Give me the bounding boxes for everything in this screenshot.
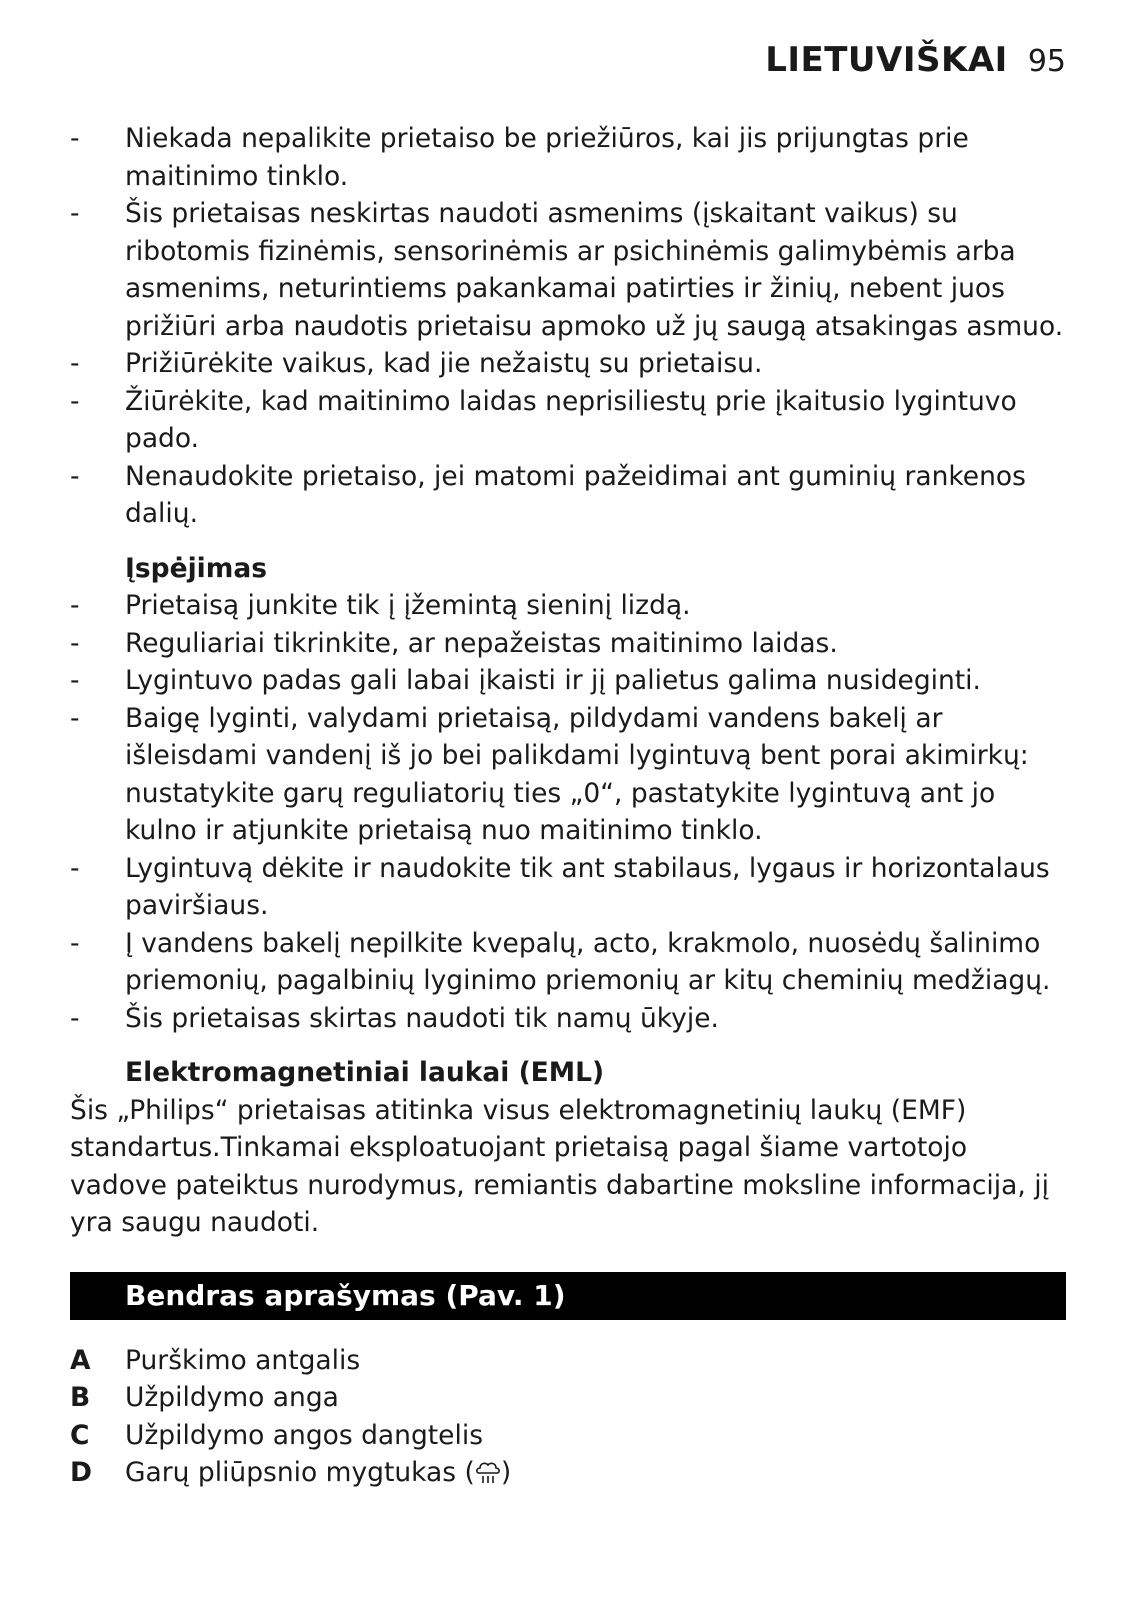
part-letter: D [70,1457,92,1488]
list-item: - Lygintuvo padas gali labai įkaisti ir jį palietus galima nusideginti. [70,665,981,696]
list-item: - Į vandens bakelį nepilkite kvepalų, acto, krakmolo, nuosėdų šalinimo priemonių, pagalbinių lyginimo priemonių ar kitų cheminių medžiagų. [70,927,1051,996]
steam-burst-icon [475,1458,501,1484]
parts-list [70,1342,1066,1492]
part-row [70,1379,1066,1417]
page-header [765,40,1066,80]
emf-heading: Elektromagnetiniai laukai (EML) [125,1057,605,1088]
part-label: Užpildymo anga [125,1382,339,1413]
list-item: - Šis prietaisas neskirtas naudoti asmenims (įskaitant vaikus) su ribotomis fizinėmis, sensorinėmis ar psichinėmis galimybėmis arba asmenims, neturintiems pakankamai patirties ir žinių, nebent juos prižiūri arba naudotis prietaisu apmoko už jų saugą atsakingas asmuo. [70,198,1064,342]
part-letter: A [70,1344,91,1376]
list-item: - Prietaisą junkite tik į įžemintą sieninį lizdą. [70,590,691,621]
part-row [70,1454,1066,1492]
list-item: - Niekada nepalikite prietaiso be priežiūros, kai jis prijungtas prie maitinimo tinklo. [70,123,969,192]
list-item: - Baigę lyginti, valydami prietaisą, pildydami vandens bakelį ar išleisdami vandenį iš jo bei palikdami lygintuvą bent porai akimirkų: nustatykite garų reguliatorių ties „0“, pastatykite lygintuvą ant jo kulno ir atjunkite prietaisą nuo maitinimo tinklo. [70,702,1029,846]
list-item: - Žiūrėkite, kad maitinimo laidas neprisiliestų prie įkaitusio lygintuvo pado. [70,385,1017,454]
part-row [70,1342,1066,1380]
part-row [70,1417,1066,1455]
list-item: - Lygintuvą dėkite ir naudokite tik ant stabilaus, lygaus ir horizontalaus paviršiaus. [70,852,1050,921]
part-letter: B [70,1382,91,1413]
page-content [70,120,1066,1492]
general-description-heading: Bendras aprašymas (Pav. 1) [70,1272,1066,1320]
part-label: Užpildymo angos dangtelis [125,1419,484,1451]
list-item: - Prižiūrėkite vaikus, kad jie nežaistų su prietaisu. [70,348,763,379]
warning-list [70,587,1066,1037]
part-label: Garų pliūpsnio mygtukas ( ) [125,1457,512,1488]
emf-paragraph: Šis „Philips“ prietaisas atitinka visus elektromagnetinių laukų (EMF) standartus.Tinkamai eksploatuojant prietaisą pagal šiame vartotojo vadove pateiktus nurodymus, remiantis dabartine moksline informacija, jį yra saugu naudoti. [70,1094,1049,1238]
list-item: - Nenaudokite prietaiso, jei matomi pažeidimai ant guminių rankenos dalių. [70,460,1026,529]
warning-heading: Įspėjimas [125,552,268,584]
part-letter: C [70,1419,90,1451]
list-item: - Reguliariai tikrinkite, ar nepažeistas maitinimo laidas. [70,627,838,659]
safety-list [70,120,1066,533]
page-number: 95 [1027,44,1066,79]
part-label: Purškimo antgalis [125,1344,361,1376]
list-item: - Šis prietaisas skirtas naudoti tik namų ūkyje. [70,1002,719,1034]
language-heading: LIETUVIŠKAI [765,40,1008,80]
